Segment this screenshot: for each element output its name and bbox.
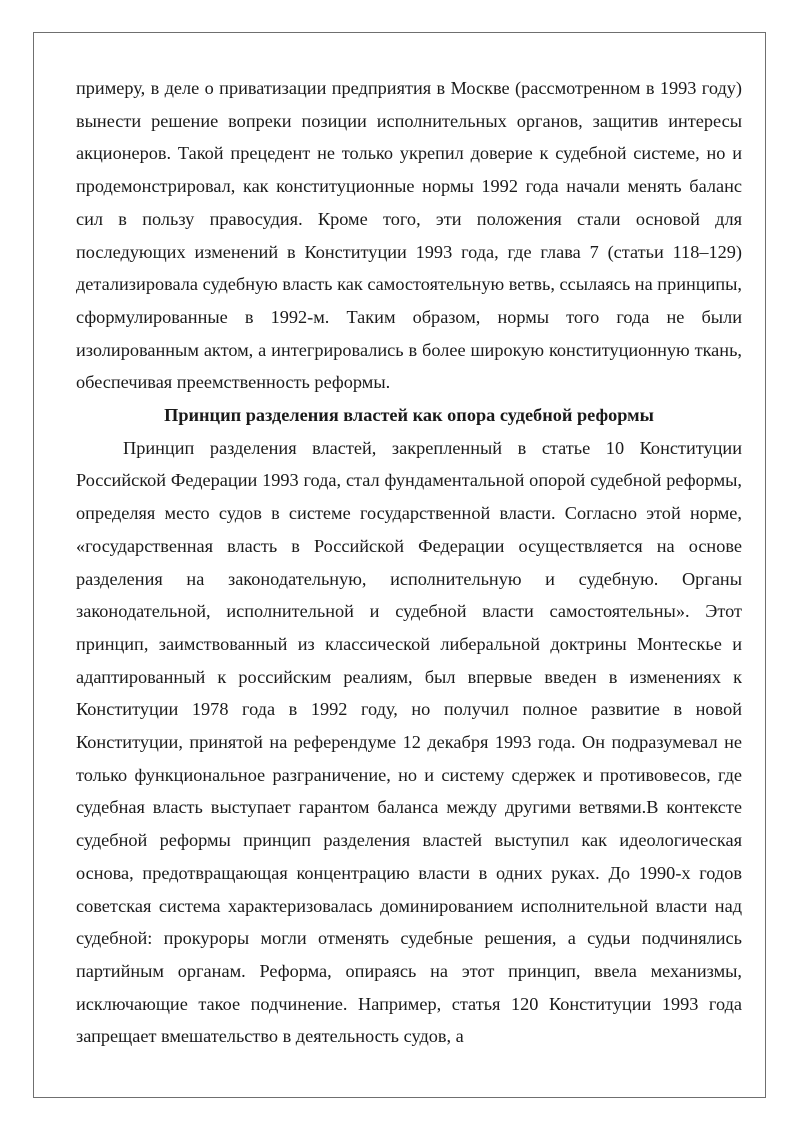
paragraph-main: Принцип разделения властей, закрепленный в статье 10 Конституции Российской Федерации 1993 года, стал фундаментальной опорой судебной реформы, определяя место судов в системе государственной власти. Согласно этой норме, «государственная власть в Российской Федерации осуществляется на основе разделения на законодательную, исполнительную и судебную. Органы законодательной, исполнительной и судебной власти самостоятельны». Этот принцип, заимствованный из классической либеральной доктрины Монтескье и адаптированный к российским реалиям, был впервые введен в изменениях к Конституции 1978 года в 1992 году, но получил полное развитие в новой Конституции, принятой на референдуме 12 декабря 1993 года. Он подразумевал не только функциональное разграничение, но и систему сдержек и противовесов, где судебная власть выступает гарантом баланса между другими ветвями.В контексте судебной реформы принцип разделения властей выступил как идеологическая основа, предотвращающая концентрацию власти в одних руках. До 1990-х годов советская система характеризовалась доминированием исполнительной власти над судебной: прокуроры могли отменять судебные решения, а судьи подчинялись партийным органам. Реформа, опираясь на этот принцип, ввела механизмы, исключающие такое подчинение. Например, статья 120 Конституции 1993 года запрещает вмешательство в деятельность судов, а (76, 437, 742, 1047)
paragraph-continued: примеру, в деле о приватизации предприятия в Москве (рассмотренном в 1993 году) вынести решение вопреки позиции исполнительных органов, защитив интересы акционеров. Такой прецедент не только укрепил доверие к судебной системе, но и продемонстрировал, как конституционные нормы 1992 года начали менять баланс сил в пользу правосудия. Кроме того, эти положения стали основой для последующих изменений в Конституции 1993 года, где глава 7 (статьи 118–129) детализировала судебную власть как самостоятельную ветвь, ссылаясь на принципы, сформулированные в 1992-м. Таким образом, нормы того года не были изолированным актом, а интегрировались в более широкую конституционную ткань, обеспечивая преемственность реформы. (76, 78, 742, 393)
section-heading: Принцип разделения властей как опора судебной реформы (164, 405, 654, 426)
document-body (76, 72, 742, 1053)
